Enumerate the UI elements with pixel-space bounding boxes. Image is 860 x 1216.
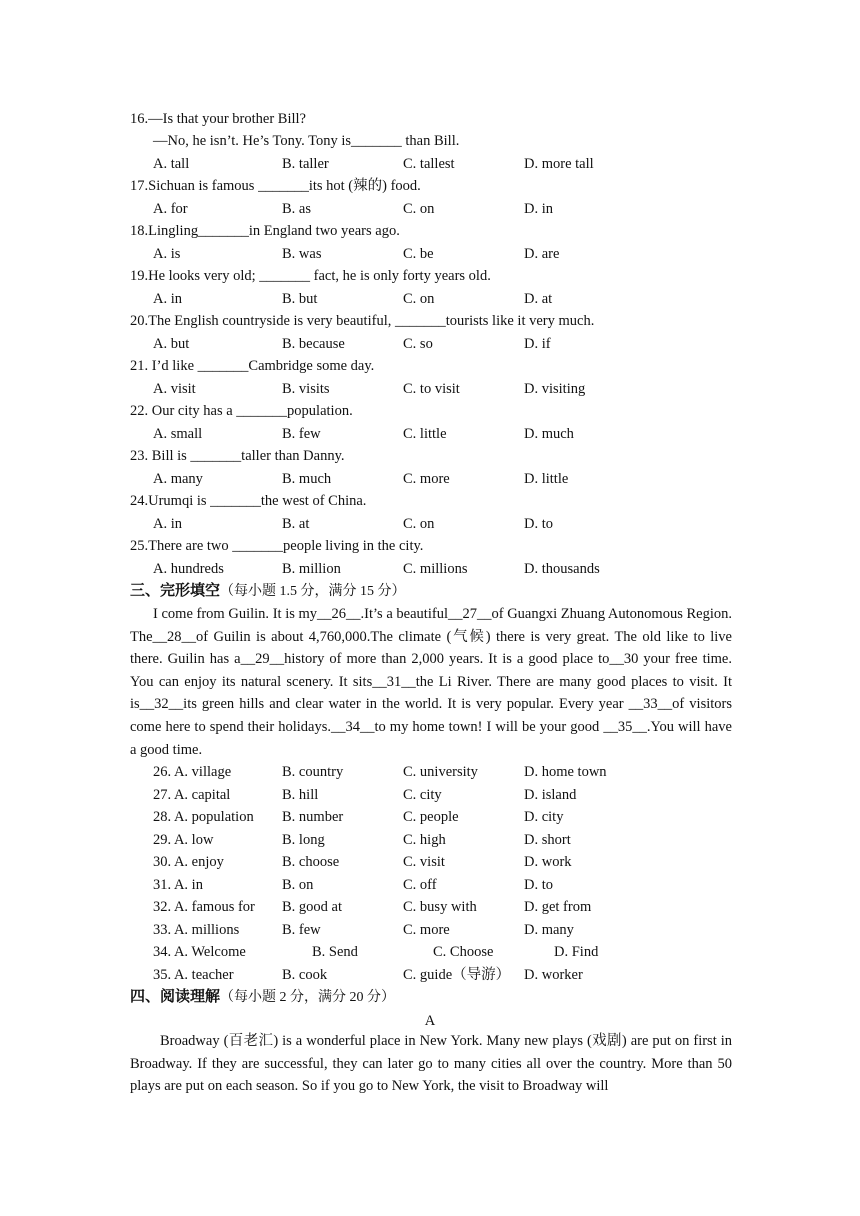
option-d: D. to [524, 516, 553, 532]
option-d: D. thousands [524, 561, 600, 577]
option-d: D. more tall [524, 156, 594, 172]
option-d: D. to [524, 876, 553, 893]
option-d: D. in [524, 201, 553, 217]
option-d: D. are [524, 246, 560, 262]
section-3-note: （每小题 1.5 分，满分 15 分） [220, 584, 406, 599]
option-b: B. few [282, 921, 321, 938]
option-b: B. country [282, 764, 344, 780]
question-22-stem: 22. Our city has a _______population. [130, 403, 353, 419]
option-c: C. off [403, 876, 437, 893]
question-18-stem: 18.Lingling_______in England two years ago. [130, 223, 400, 239]
option-b: B. at [282, 516, 310, 532]
option-b: B. choose [282, 854, 340, 870]
question-21-stem: 21. I’d like _______Cambridge some day. [130, 358, 375, 374]
option-d: D. little [524, 471, 569, 487]
option-a: A. in [153, 516, 182, 532]
section-4-title: 四、阅读理解 [130, 987, 221, 1005]
option-d: D. visiting [524, 381, 586, 397]
cloze-passage: I come from Guilin. It is my__26__.It’s a beautiful__27__of Guangxi Zhuang Autonomous Region. The__28__of Guilin is about 4,760,000.The climate (气候) there is very great. The old like to live there. Guilin has a__29__history of more than 2,000 years. It is a good place to__30 your free time. You can enjoy its natural scenery. It sits__31__the Li River. There are many good places to visit. It is__32__its green hills and clear water in the world. It is very popular. Every year __33__of visitors come here to spend their holidays.__34__to my home town! I will be your good __35__.You will have a good time. [130, 606, 732, 758]
option-a: 34. A. Welcome [153, 944, 246, 960]
section-4-heading [130, 987, 395, 1007]
option-b: B. but [282, 291, 318, 307]
option-a: 29. A. low [153, 831, 214, 848]
question-25-stem: 25.There are two _______people living in the city. [130, 538, 424, 554]
option-b: B. number [282, 809, 344, 825]
question-23-stem: 23. Bill is _______taller than Danny. [130, 448, 345, 464]
option-b: B. much [282, 471, 332, 487]
option-a: A. many [153, 471, 203, 487]
option-b: B. million [282, 561, 341, 577]
option-c: C. guide（导游） [403, 966, 511, 983]
option-d: D. home town [524, 764, 607, 780]
option-b: B. because [282, 336, 345, 352]
option-b: B. good at [282, 899, 343, 915]
option-c: C. millions [403, 561, 468, 577]
section-4-note: （每小题 2 分，满分 20 分） [220, 990, 396, 1005]
option-a: 33. A. millions [153, 921, 240, 938]
reading-passage: Broadway (百老汇) is a wonderful place in New York. Many new plays (戏剧) are put on first in Broadway. If they are successful, they can later go to many cities all over the country. More than 50 plays are put on each season. So if you go to New York, the visit to Broadway will [130, 1033, 732, 1095]
option-a: 27. A. capital [153, 786, 231, 803]
option-a: 30. A. enjoy [153, 854, 224, 870]
option-d: D. worker [524, 966, 583, 983]
option-a: A. tall [153, 156, 190, 172]
option-b: B. was [282, 246, 322, 262]
option-a: 32. A. famous for [153, 899, 255, 915]
option-a: A. but [153, 336, 190, 352]
option-d: D. island [524, 786, 577, 803]
option-b: B. as [282, 201, 311, 217]
option-d: D. much [524, 426, 574, 442]
option-a: 35. A. teacher [153, 966, 234, 983]
option-b: B. taller [282, 156, 329, 172]
option-b: B. on [282, 876, 314, 893]
option-b: B. long [282, 831, 325, 848]
option-c: C. little [403, 426, 447, 442]
option-c: C. university [403, 764, 478, 780]
option-a: A. small [153, 426, 203, 442]
option-c: C. more [403, 921, 450, 938]
option-c: C. so [403, 336, 433, 352]
option-c: C. visit [403, 854, 445, 870]
option-b: B. cook [282, 966, 328, 983]
option-c: C. Choose [433, 944, 494, 960]
option-d: D. work [524, 854, 572, 870]
option-c: C. city [403, 786, 442, 803]
option-c: C. on [403, 201, 435, 217]
option-d: D. at [524, 291, 553, 307]
option-a: A. for [153, 201, 188, 217]
option-c: C. tallest [403, 156, 455, 172]
option-c: C. be [403, 246, 434, 262]
question-24-stem: 24.Urumqi is _______the west of China. [130, 493, 367, 509]
question-16-dialogue: —No, he isn’t. He’s Tony. Tony is_______ than Bill. [153, 133, 460, 149]
option-c: C. busy with [403, 899, 477, 915]
option-c: C. high [403, 831, 446, 848]
option-b: B. Send [312, 944, 358, 960]
option-a: A. hundreds [153, 561, 224, 577]
question-19-stem: 19.He looks very old; _______ fact, he is only forty years old. [130, 268, 491, 284]
question-16-stem: 16.—Is that your brother Bill? [130, 111, 306, 127]
option-b: B. few [282, 426, 321, 442]
option-d: D. get from [524, 899, 592, 915]
option-c: C. on [403, 291, 435, 307]
option-a: A. visit [153, 381, 196, 397]
option-c: C. to visit [403, 381, 460, 397]
option-b: B. visits [282, 381, 330, 397]
question-20-stem: 20.The English countryside is very beautiful, _______tourists like it very much. [130, 313, 595, 329]
question-17-stem: 17.Sichuan is famous _______its hot (辣的) food. [130, 178, 421, 194]
option-a: 26. A. village [153, 764, 232, 780]
section-3-heading [130, 581, 406, 601]
section-3-title: 三、完形填空 [130, 581, 221, 599]
option-a: 28. A. population [153, 809, 254, 825]
option-a: A. is [153, 246, 181, 262]
option-b: B. hill [282, 786, 319, 803]
option-d: D. city [524, 809, 564, 825]
option-a: 31. A. in [153, 876, 203, 893]
option-c: C. people [403, 809, 459, 825]
option-c: C. more [403, 471, 450, 487]
option-d: D. many [524, 921, 574, 938]
option-c: C. on [403, 516, 435, 532]
option-a: A. in [153, 291, 182, 307]
option-d: D. short [524, 831, 571, 848]
option-d: D. if [524, 336, 551, 352]
option-d: D. Find [554, 944, 599, 960]
passage-label: A [424, 1013, 436, 1029]
